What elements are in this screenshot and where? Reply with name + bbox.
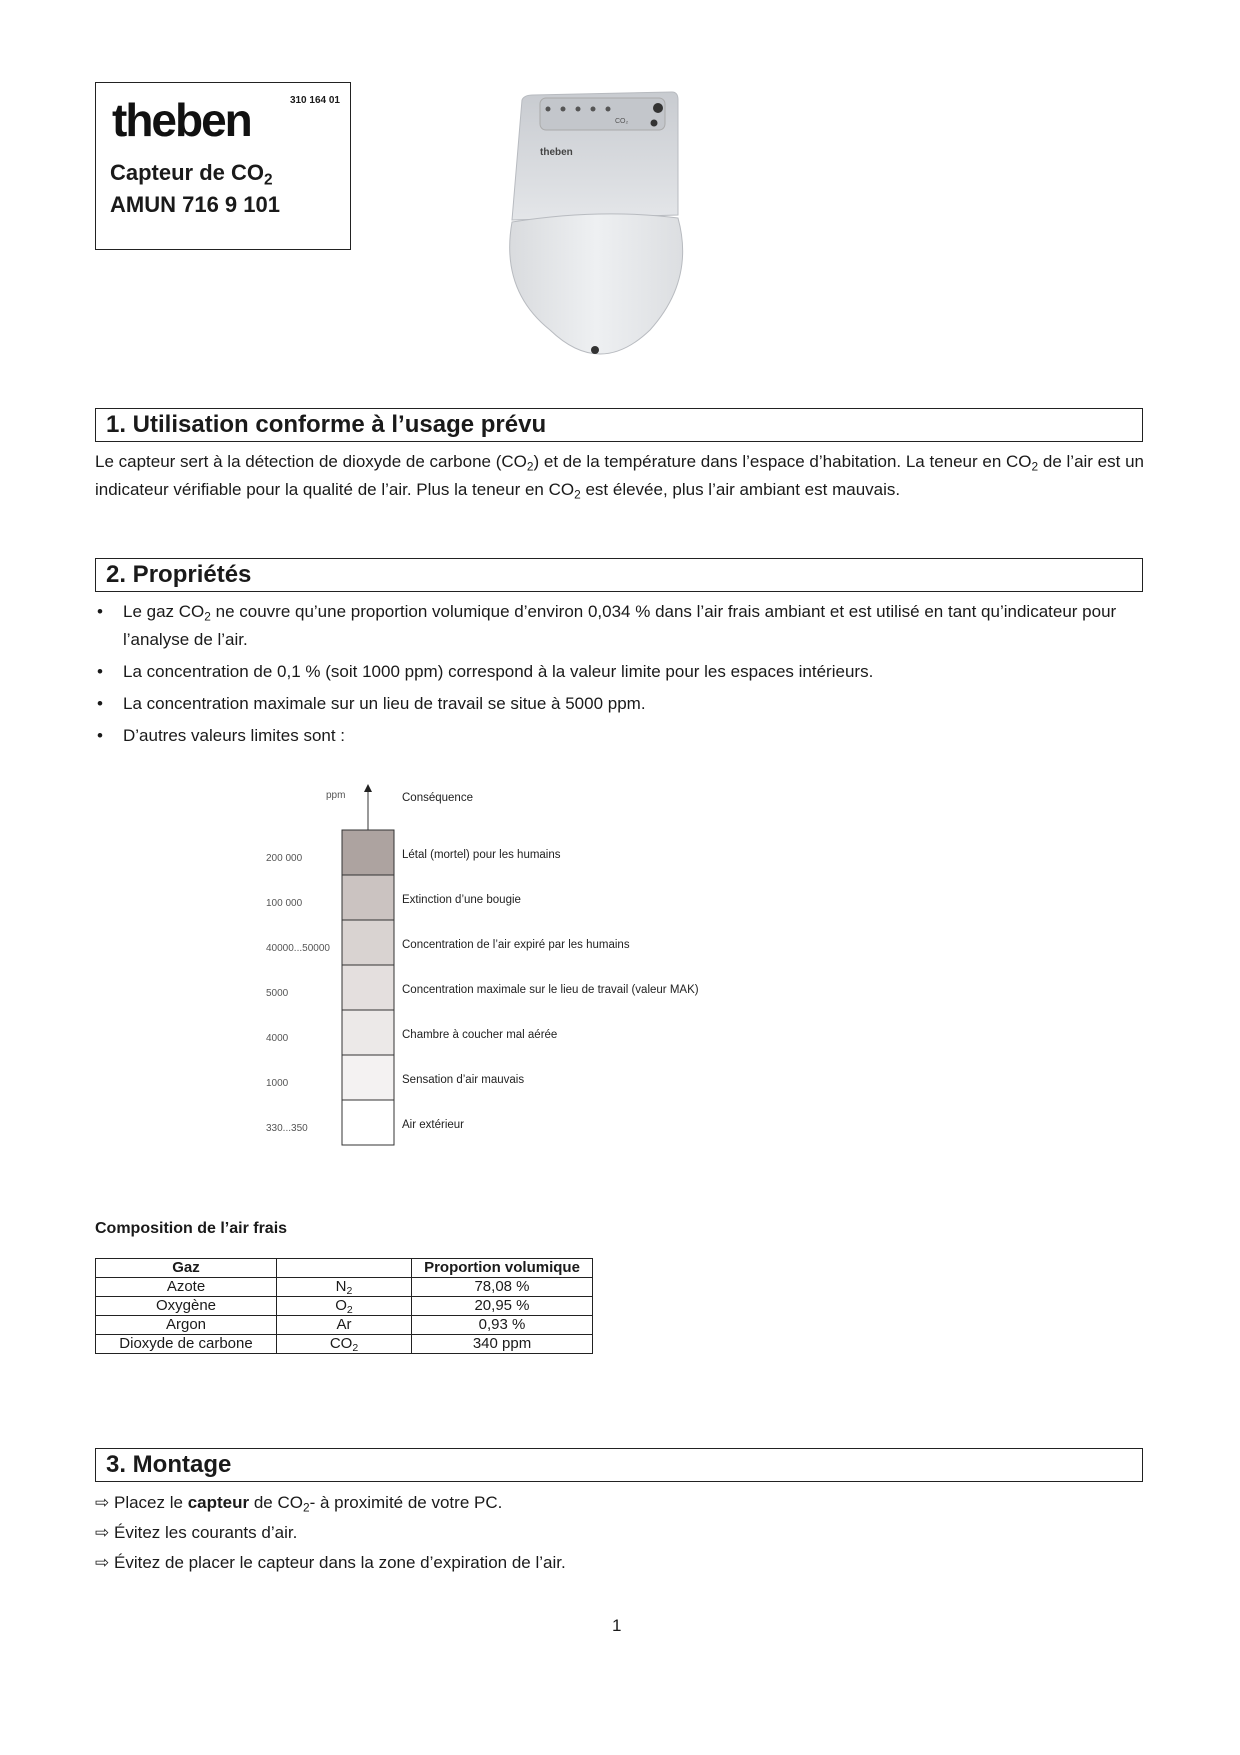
col-header-symbol [277,1259,412,1278]
cell-symbol [277,1316,412,1335]
chart-y-axis-label: ppm [326,790,346,801]
page-number: 1 [612,1616,622,1635]
cell-symbol [277,1297,412,1316]
s1-part-1: Le capteur sert à la détection de dioxyde de carbone (CO [95,452,527,471]
chart-consequence-label: Air extérieur [402,1119,464,1131]
device-button-icon [653,103,663,113]
cell-gas: Dioxyde de carbone [96,1335,277,1354]
device-image [500,90,700,370]
section-1-heading: 1. Utilisation conforme à l’usage prévu [95,408,1143,442]
chart-consequence-label: Sensation d’air mauvais [402,1074,525,1086]
s1-part-3: de l’air est un indicateur vérifiable pour la qualité de l’air. Plus la teneur en CO [95,452,1144,499]
symbol-text: O [335,1297,347,1314]
co2-limits-chart [240,780,800,1160]
chart-tick-label: 100 000 [266,898,303,909]
section-1-text [95,448,1155,504]
table-row [96,1316,593,1335]
chart-consequence-label: Létal (mortel) pour les humains [402,849,561,861]
chart-tick-label: 330...350 [266,1123,308,1134]
symbol-sub: 2 [346,1304,353,1317]
col-header-proportion: Proportion volumique [412,1259,593,1278]
step1-part-3: - à proximité de votre PC. [309,1493,503,1512]
chart-bar-segment [342,1010,394,1055]
s1-part-4: est élevée, plus l’air ambiant est mauvais. [580,480,901,499]
cell-value: 20,95 % [412,1297,593,1316]
arrow-icon: ⇨ [95,1553,110,1572]
s1-sub-1: 2 [526,459,534,474]
brand-logo: theben [112,94,251,146]
arrow-icon: ⇨ [95,1493,110,1512]
step2-text: Évitez les courants d’air. [113,1523,298,1542]
chart-consequence-label: Concentration de l’air expiré par les humains [402,939,630,951]
table-header-row [96,1259,593,1278]
symbol-text: N [335,1278,347,1295]
product-model: AMUN 716 9 101 [110,192,280,217]
device-bottom-cover [510,214,683,354]
chart-tick-label: 1000 [266,1078,289,1089]
chart-consequence-label: Chambre à coucher mal aérée [402,1029,558,1041]
table-row [96,1297,593,1316]
table-row [96,1335,593,1354]
step-item [95,1518,566,1548]
s1-sub-2: 2 [1031,459,1039,474]
step1-bold: capteur [187,1493,250,1512]
product-title-sub: 2 [264,171,273,189]
chart-column-header: Conséquence [402,792,473,804]
cell-gas: Oxygène [96,1297,277,1316]
cell-symbol [277,1335,412,1354]
mounting-steps [95,1488,566,1578]
chart-bar-segment [342,1100,394,1145]
col-header-gas: Gaz [96,1259,277,1278]
b1-part-1: Le gaz CO [123,602,205,621]
s1-part-2: ) et de la température dans l’espace d’habitation. La teneur en CO [533,452,1032,471]
list-item: • La concentration de 0,1 % (soit 1000 ppm) correspond à la valeur limite pour les espaces intérieurs. [95,658,1155,686]
composition-table [95,1258,593,1354]
chart-tick-label: 5000 [266,988,289,999]
list-item: • D’autres valeurs limites sont : [95,722,1155,750]
document-number: 310 164 01 [289,95,340,106]
properties-list [95,598,1155,754]
section-2-heading: 2. Propriétés [95,558,1143,592]
cell-gas: Argon [96,1316,277,1335]
symbol-sub: 2 [352,1342,359,1355]
chart-tick-label: 4000 [266,1033,289,1044]
step1-sub: 2 [302,1500,310,1515]
title-box [95,82,351,250]
b1-sub: 2 [204,609,211,624]
list-item [95,598,1155,654]
list-item: • La concentration maximale sur un lieu de travail se situe à 5000 ppm. [95,690,1155,718]
s1-sub-3: 2 [574,487,581,502]
composition-title: Composition de l’air frais [95,1220,288,1237]
device-screw-icon [591,346,599,354]
cell-value: 0,93 % [412,1316,593,1335]
device-sensor-icon [651,120,658,127]
chart-bar-segment [342,920,394,965]
chart-axis-arrow-icon [364,784,372,792]
symbol-sub: 2 [346,1285,353,1298]
chart-bar-segment [342,875,394,920]
step-item [95,1548,566,1578]
b1-part-2: ne couvre qu’une proportion volumique d’environ 0,034 % dans l’air frais ambiant et est utilisé en tant qu’indicateur pour l’analyse de l’air. [123,602,1117,649]
cell-value: 340 ppm [412,1335,593,1354]
product-title-text: Capteur de CO [110,160,265,185]
symbol-text: Ar [336,1316,352,1333]
cell-value: 78,08 % [412,1278,593,1297]
chart-consequence-label: Extinction d’une bougie [402,894,521,906]
chart-bar-segment [342,1055,394,1100]
step3-text: Évitez de placer le capteur dans la zone d’expiration de l’air. [113,1553,566,1572]
cell-symbol [277,1278,412,1297]
device-display-strip [540,98,665,130]
step1-part-2: de CO [249,1493,303,1512]
chart-bar-segment [342,965,394,1010]
chart-bar-segment [342,830,394,875]
step-item [95,1488,566,1518]
device-brand-label: theben [540,147,573,158]
chart-tick-label: 200 000 [266,853,303,864]
table-row [96,1278,593,1297]
cell-gas: Azote [96,1278,277,1297]
product-title [110,157,280,221]
chart-consequence-label: Concentration maximale sur le lieu de travail (valeur MAK) [402,984,699,996]
symbol-text: CO [329,1335,353,1352]
chart-tick-label: 40000...50000 [266,943,330,954]
section-3-heading: 3. Montage [95,1448,1143,1482]
device-indicator-label: CO₂ [615,118,629,125]
arrow-icon: ⇨ [95,1523,110,1542]
step1-part-1: Placez le [113,1493,188,1512]
